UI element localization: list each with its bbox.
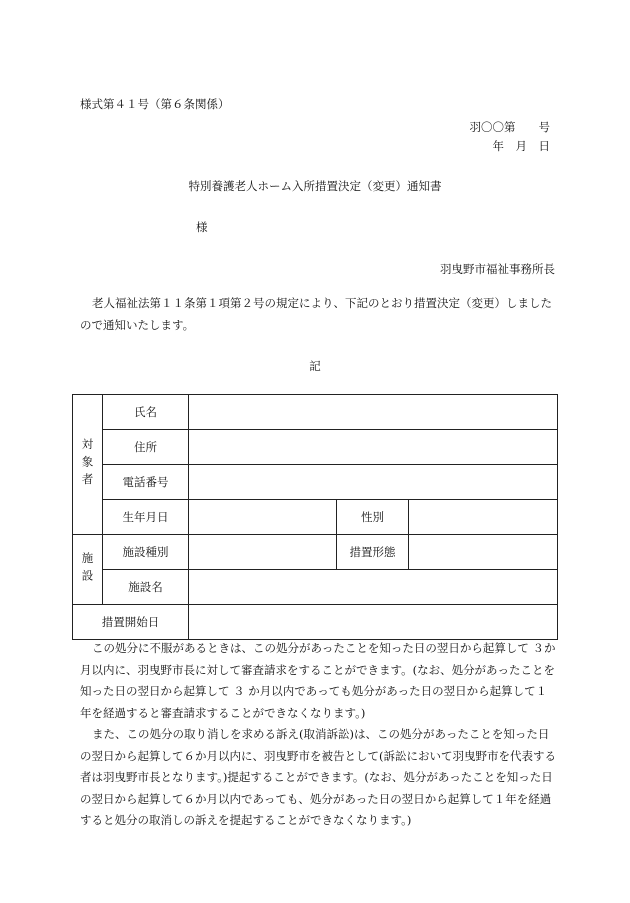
details-table bbox=[72, 394, 558, 640]
issuer: 羽曳野市福祉事務所長 bbox=[440, 262, 555, 276]
birthdate-field[interactable] bbox=[189, 500, 337, 535]
measure-type-label: 措置形態 bbox=[337, 535, 409, 570]
facility-type-label: 施設種別 bbox=[103, 535, 189, 570]
table-row bbox=[73, 465, 558, 500]
document-date: 年 月 日 bbox=[492, 139, 550, 153]
facility-name-label: 施設名 bbox=[103, 570, 189, 605]
appeal-notice bbox=[80, 638, 556, 832]
form-label: 様式第４１号（第６条関係） bbox=[80, 97, 230, 111]
address-label: 住所 bbox=[103, 430, 189, 465]
measure-type-field[interactable] bbox=[409, 535, 558, 570]
notice-paragraph-2: また、この処分の取り消しを求める訴え(取消訴訟)は、この処分があったことを知った日の翌日から起算して６か月以内に、羽曳野市を被告として(訴訟において羽曳野市を代表する者は羽曳野市長となります。)提起することができます。(なお、処分があったことを知った日の翌日から起算して６か月以内であっても、処分があった日の翌日から起算して１年を経過すると処分の取消しの訴えを提起することができなくなります。) bbox=[80, 727, 556, 827]
ki-heading: 記 bbox=[309, 359, 321, 373]
table-row bbox=[73, 430, 558, 465]
address-field[interactable] bbox=[189, 430, 558, 465]
table-row bbox=[73, 570, 558, 605]
facility-type-field[interactable] bbox=[189, 535, 337, 570]
phone-label: 電話番号 bbox=[103, 465, 189, 500]
sex-label: 性別 bbox=[337, 500, 409, 535]
sex-field[interactable] bbox=[409, 500, 558, 535]
phone-field[interactable] bbox=[189, 465, 558, 500]
table-row bbox=[73, 605, 558, 640]
table-row bbox=[73, 535, 558, 570]
name-label: 氏名 bbox=[103, 395, 189, 430]
start-date-field[interactable] bbox=[189, 605, 558, 640]
intro-paragraph: 老人福祉法第１１条第１項第２号の規定により、下記のとおり措置決定（変更）しましたので通知いたします。 bbox=[80, 296, 552, 332]
table-row bbox=[73, 500, 558, 535]
table-row bbox=[73, 395, 558, 430]
group-subject: 対象者 bbox=[73, 395, 103, 535]
notice-paragraph-1: この処分に不服があるときは、この処分があったことを知った日の翌日から起算して ３か月以内に、羽曳野市長に対して審査請求をすることができます。(なお、処分があったことを知った日の翌日から起算して ３ か月以内であっても処分があった日の翌日から起算して１年を経過すると審査請求することができなくなります。) bbox=[80, 641, 556, 720]
name-field[interactable] bbox=[189, 395, 558, 430]
start-date-label: 措置開始日 bbox=[73, 605, 189, 640]
birthdate-label: 生年月日 bbox=[103, 500, 189, 535]
group-facility: 施設 bbox=[73, 535, 103, 605]
facility-name-field[interactable] bbox=[189, 570, 558, 605]
recipient-honorific: 様 bbox=[196, 220, 208, 234]
document-title: 特別養護老人ホーム入所措置決定（変更）通知書 bbox=[188, 179, 442, 193]
document-number: 羽〇〇第 号 bbox=[469, 120, 550, 134]
